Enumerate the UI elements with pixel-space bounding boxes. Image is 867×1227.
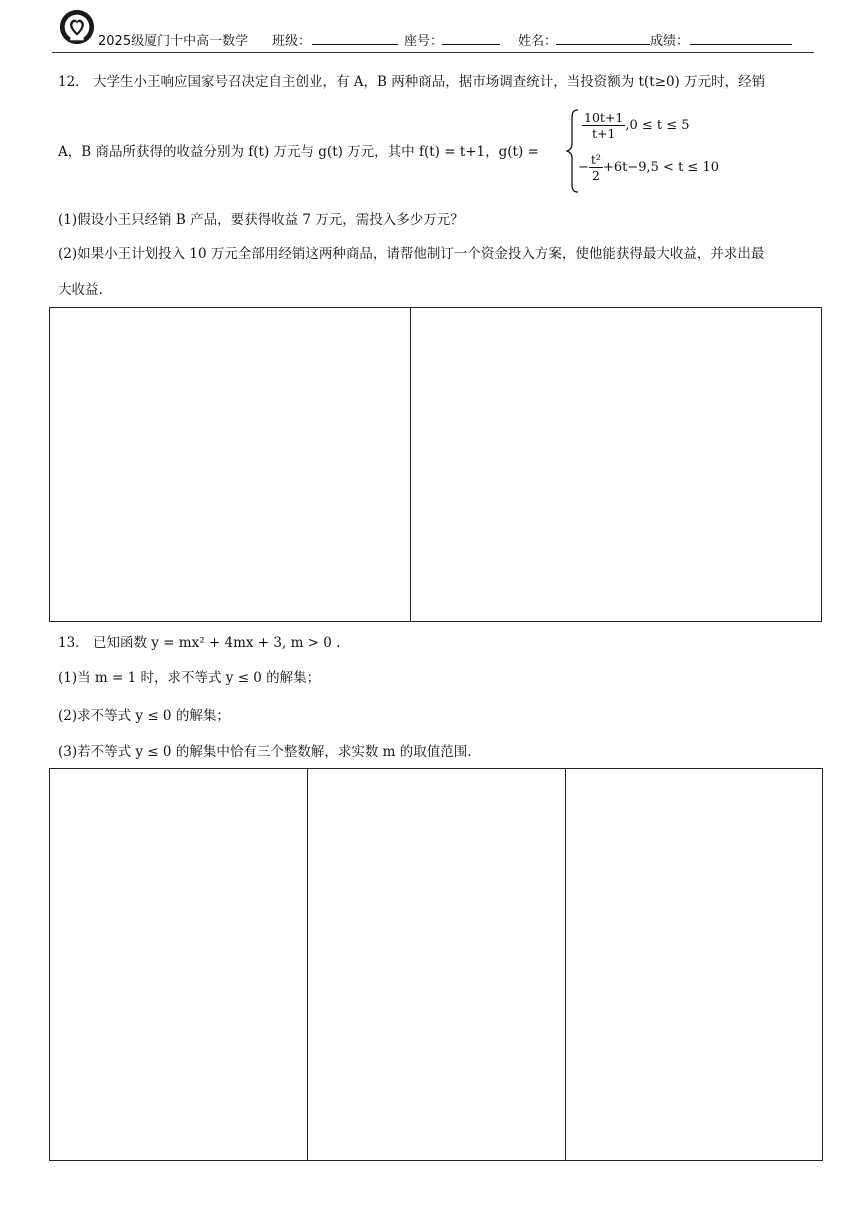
q13-stem: 13． 已知函数 y = mx² + 4mx + 3, m > 0 . [58,635,341,651]
class-field[interactable] [312,44,398,45]
piece1 [582,110,690,141]
q12-line1: 12． 大学生小王响应国家号召决定自主创业，有 A，B 两种商品，据市场调查统计，当投资额为 t(t≥0) 万元时，经销 [58,74,766,90]
q12-line2: A，B 商品所获得的收益分别为 f(t) 万元与 g(t) 万元，其中 f(t) = t+1，g(t) = [58,144,539,160]
seat-label: 座号： [404,34,444,49]
q13-answer-divider-1 [307,768,308,1161]
score-label: 成绩： [650,34,690,49]
piece1-denominator: t+1 [591,126,616,141]
q12-part2-line2: 大收益. [58,282,103,298]
piece2 [578,152,719,183]
name-label: 姓名： [518,34,558,49]
piece1-numerator: 10t+1 [584,110,624,125]
piece2-denominator: 2 [591,168,600,183]
q12-answer-area[interactable] [49,307,822,622]
piece2-numerator: t² [590,152,601,167]
q13-part3: (3)若不等式 y ≤ 0 的解集中恰有三个整数解，求实数 m 的取值范围. [58,744,472,760]
q12-part2-line1: (2)如果小王计划投入 10 万元全部用经销这两种商品，请帮他制订一个资金投入方案，使他能获得最大收益，并求出最 [58,246,765,262]
school-logo-icon [58,8,96,46]
q13-answer-divider-2 [565,768,566,1161]
piece1-condition: ,0 ≤ t ≤ 5 [625,118,690,133]
name-field[interactable] [556,44,650,45]
piece2-minus: − [578,160,589,175]
seat-field[interactable] [442,44,500,45]
header-title: 2025级厦门十中高一数学 [98,34,249,49]
piece2-rest: +6t−9,5 < t ≤ 10 [602,160,719,175]
q13-part1: (1)当 m = 1 时，求不等式 y ≤ 0 的解集； [58,670,321,686]
header-divider [52,52,814,53]
q13-answer-area[interactable] [49,768,823,1161]
class-label: 班级： [272,34,312,49]
q12-answer-divider [410,307,411,622]
q13-part2: (2)求不等式 y ≤ 0 的解集； [58,708,230,724]
q12-part1: (1)假设小王只经销 B 产品，要获得收益 7 万元，需投入多少万元？ [58,212,464,228]
score-field[interactable] [690,44,792,45]
